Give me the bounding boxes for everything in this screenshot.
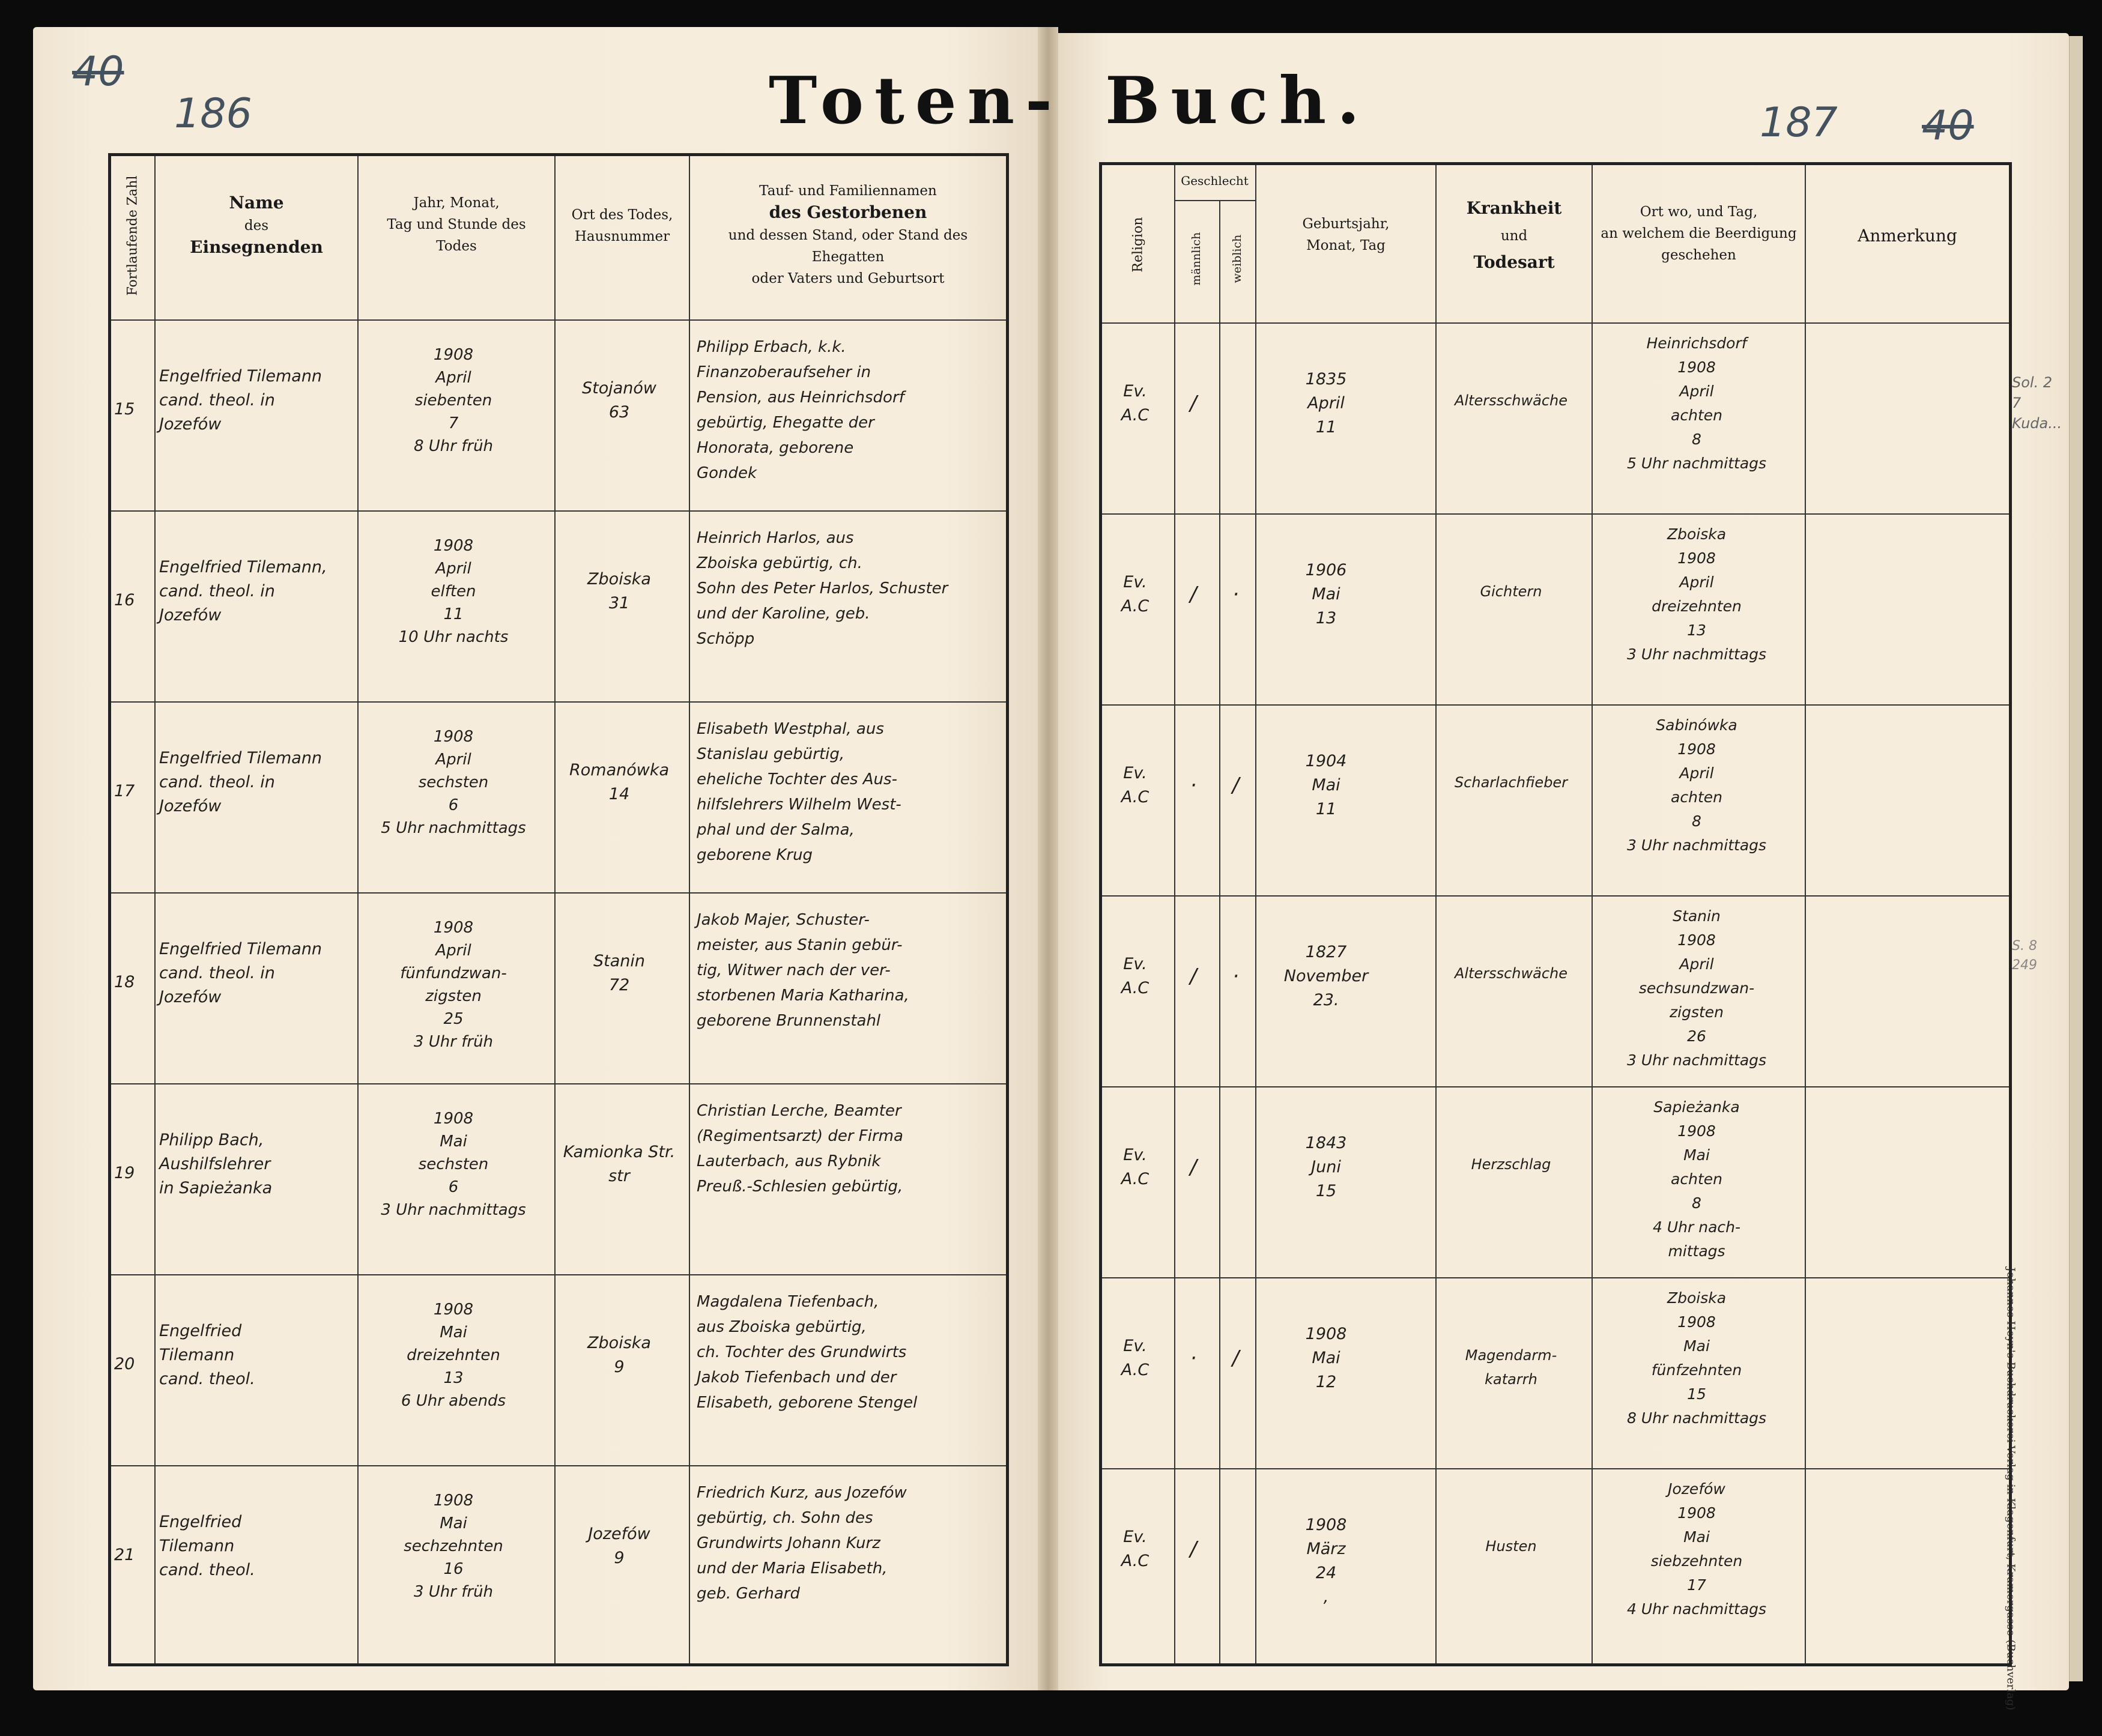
entry-death-date: 1908 Mai dreizehnten 13 6 Uhr abends	[401, 1301, 506, 1410]
entry-number: 18	[114, 973, 135, 991]
entry-male: /	[1190, 582, 1197, 606]
entry-number: 20	[114, 1355, 135, 1373]
entry-death-place: Kamionka Str. str	[563, 1143, 676, 1185]
entry-birth: 1906 Mai 13	[1305, 561, 1347, 628]
entry-burial: Zboiska 1908 April dreizehnten 13 3 Uhr nachmittags	[1626, 525, 1767, 663]
header-burial: Ort wo, und Tag, an welchem die Beerdigung geschehen	[1601, 204, 1797, 263]
entry-religion: Ev. A.C	[1121, 573, 1149, 615]
printer-stamp: Johannes Heyn's Buchdruckerei-Verlag in Klagenfurt, Kramergasse (Buchverlag)	[2004, 1267, 2017, 1711]
entry-burial: Jozefów 1908 Mai siebzehnten 17 4 Uhr nachmittags	[1626, 1480, 1767, 1618]
entry-death-date: 1908 April siebenten 7 8 Uhr früh	[413, 346, 494, 455]
entry-birth: 1843 Juni 15	[1305, 1134, 1347, 1200]
entry-deceased: Heinrich Harlos, aus Zboiska gebürtig, ch. Sohn des Peter Harlos, Schuster und der Karoline, geb. Schöpp	[697, 529, 948, 648]
entry-number: 16	[114, 591, 135, 609]
entry-birth: 1835 April 11	[1305, 370, 1347, 437]
entry-illness: Herzschlag	[1471, 1156, 1551, 1173]
entry-death-place: Romanówka 14	[569, 761, 670, 803]
header-illness: Krankheit und Todesart	[1466, 198, 1562, 272]
entry-male: /	[1190, 1537, 1197, 1561]
entry-religion: Ev. A.C	[1121, 382, 1149, 425]
entry-number: 15	[114, 400, 135, 419]
title-right: Buch.	[1105, 63, 1371, 139]
header-sex: Geschlecht	[1181, 174, 1249, 188]
entry-deceased: Friedrich Kurz, aus Jozefów gebürtig, ch. Sohn des Grundwirts Johann Kurz und der Maria Elisabeth, geb. Gerhard	[697, 1484, 907, 1603]
entry-deceased: Elisabeth Westphal, aus Stanislau gebürtig, eheliche Tochter des Aus- hilfslehrers Wilhelm West- phal und der Salma, geborene Krug	[697, 720, 901, 864]
book-gutter	[1038, 27, 1058, 1690]
entry-illness: Magendarm- katarrh	[1465, 1347, 1557, 1388]
entry-officiant: Engelfried Tilemann, cand. theol. in Jozefów	[159, 558, 327, 625]
entry-death-place: Stojanów 63	[581, 379, 656, 422]
page-number-right: 187	[1760, 99, 1838, 147]
page-number-left: 186	[174, 90, 252, 138]
entry-deceased: Magdalena Tiefenbach, aus Zboiska gebürtig, ch. Tochter des Grundwirts Jakob Tiefenbach und der Elisabeth, geborene Stengel	[697, 1293, 918, 1412]
next-page-edge	[2069, 36, 2083, 1681]
margin-note-middle: S. 8 249	[2012, 939, 2037, 973]
entry-number: 19	[114, 1164, 135, 1182]
entry-illness: Husten	[1485, 1538, 1537, 1555]
entry-birth: 1827 November 23.	[1283, 943, 1369, 1009]
entry-female: ·	[1232, 582, 1239, 606]
entry-religion: Ev. A.C	[1121, 1337, 1149, 1379]
entry-illness: Altersschwäche	[1454, 392, 1568, 409]
entry-death-date: 1908 April fünfundzwan- zigsten 25 3 Uhr früh	[400, 919, 507, 1051]
entry-death-place: Stanin 72	[593, 952, 645, 994]
margin-note-top: Sol. 2 7 Kuda...	[2012, 374, 2062, 432]
entry-female: /	[1232, 773, 1240, 797]
header-nr: Fortlaufende Zahl	[125, 175, 141, 296]
entry-death-place: Zboiska 9	[587, 1334, 651, 1376]
entry-religion: Ev. A.C	[1121, 955, 1149, 997]
header-note: Anmerkung	[1858, 226, 1957, 246]
old-page-number-right: 40	[1922, 102, 1974, 150]
entry-deceased: Jakob Majer, Schuster- meister, aus Stanin gebür- tig, Witwer nach der ver- storbenen Maria Katharina, geborene Brunnenstahl	[697, 911, 909, 1030]
header-death-time: Jahr, Monat, Tag und Stunde des Todes	[387, 195, 526, 254]
entry-male: ·	[1190, 1346, 1197, 1370]
entry-officiant: Engelfried Tilemann cand. theol. in Jozefów	[159, 940, 323, 1006]
entry-deceased: Philipp Erbach, k.k. Finanzoberaufseher in Pension, aus Heinrichsdorf gebürtig, Ehegatte der Honorata, geborene Gondek	[697, 338, 904, 482]
entry-burial: Sabinówka 1908 April achten 8 3 Uhr nachmittags	[1626, 716, 1767, 854]
header-female: weiblich	[1231, 234, 1244, 283]
entry-birth: 1904 Mai 11	[1305, 752, 1347, 818]
entry-birth: 1908 März 24 ,	[1305, 1516, 1347, 1606]
header-religion: Religion	[1130, 217, 1146, 273]
entry-religion: Ev. A.C	[1121, 1146, 1149, 1188]
entry-male: /	[1190, 392, 1197, 416]
entry-officiant: Engelfried Tilemann cand. theol.	[159, 1513, 255, 1579]
entry-officiant: Engelfried Tilemann cand. theol.	[159, 1322, 255, 1388]
entry-religion: Ev. A.C	[1121, 1528, 1149, 1570]
entry-death-date: 1908 April sechsten 6 5 Uhr nachmittags	[381, 728, 526, 837]
entry-death-date: 1908 Mai sechzehnten 16 3 Uhr früh	[404, 1492, 503, 1601]
entry-illness: Gichtern	[1480, 583, 1542, 600]
entry-illness: Altersschwäche	[1454, 965, 1568, 982]
entry-birth: 1908 Mai 12	[1305, 1325, 1347, 1391]
entry-number: 21	[114, 1546, 135, 1564]
entry-burial: Stanin 1908 April sechsundzwan- zigsten 26 3 Uhr nachmittags	[1626, 907, 1767, 1069]
old-page-number-left: 40	[72, 48, 124, 95]
entry-male: /	[1190, 1155, 1197, 1179]
entry-death-place: Zboiska 31	[587, 570, 651, 612]
entry-death-date: 1908 April elften 11 10 Uhr nachts	[398, 537, 509, 646]
entry-death-place: Jozefów 9	[588, 1525, 650, 1567]
entry-officiant: Philipp Bach, Aushilfslehrer in Sapieżanka	[159, 1131, 273, 1197]
entry-number: 17	[114, 782, 135, 800]
header-name: Name des Einsegnenden	[190, 193, 323, 257]
entry-female: ·	[1232, 964, 1239, 988]
entry-illness: Scharlachfieber	[1454, 774, 1568, 791]
entry-burial: Heinrichsdorf 1908 April achten 8 5 Uhr nachmittags	[1626, 334, 1767, 472]
header-death-place: Ort des Todes, Hausnummer	[571, 207, 673, 244]
header-male: männlich	[1190, 232, 1203, 286]
entry-death-date: 1908 Mai sechsten 6 3 Uhr nachmittags	[381, 1110, 526, 1219]
entry-male: /	[1190, 964, 1197, 988]
entry-female: /	[1232, 1346, 1240, 1370]
entry-deceased: Christian Lerche, Beamter (Regimentsarzt) der Firma Lauterbach, aus Rybnik Preuß.-Schlesien gebürtig,	[697, 1102, 903, 1196]
title-left: Toten-	[769, 63, 1063, 139]
right-register-table	[1099, 162, 2012, 1666]
entry-officiant: Engelfried Tilemann cand. theol. in Jozefów	[159, 367, 323, 434]
entry-religion: Ev. A.C	[1121, 764, 1149, 806]
entry-male: ·	[1190, 773, 1197, 797]
header-deceased: Tauf- und Familiennamen des Gestorbenen und dessen Stand, oder Stand des Ehegatten oder Vaters und Geburtsort	[728, 183, 968, 286]
entry-burial: Zboiska 1908 Mai fünfzehnten 15 8 Uhr nachmittags	[1626, 1289, 1767, 1427]
entry-burial: Sapieżanka 1908 Mai achten 8 4 Uhr nach- mittags	[1653, 1098, 1740, 1260]
entry-officiant: Engelfried Tilemann cand. theol. in Jozefów	[159, 749, 323, 815]
header-birth: Geburtsjahr, Monat, Tag	[1302, 216, 1390, 253]
